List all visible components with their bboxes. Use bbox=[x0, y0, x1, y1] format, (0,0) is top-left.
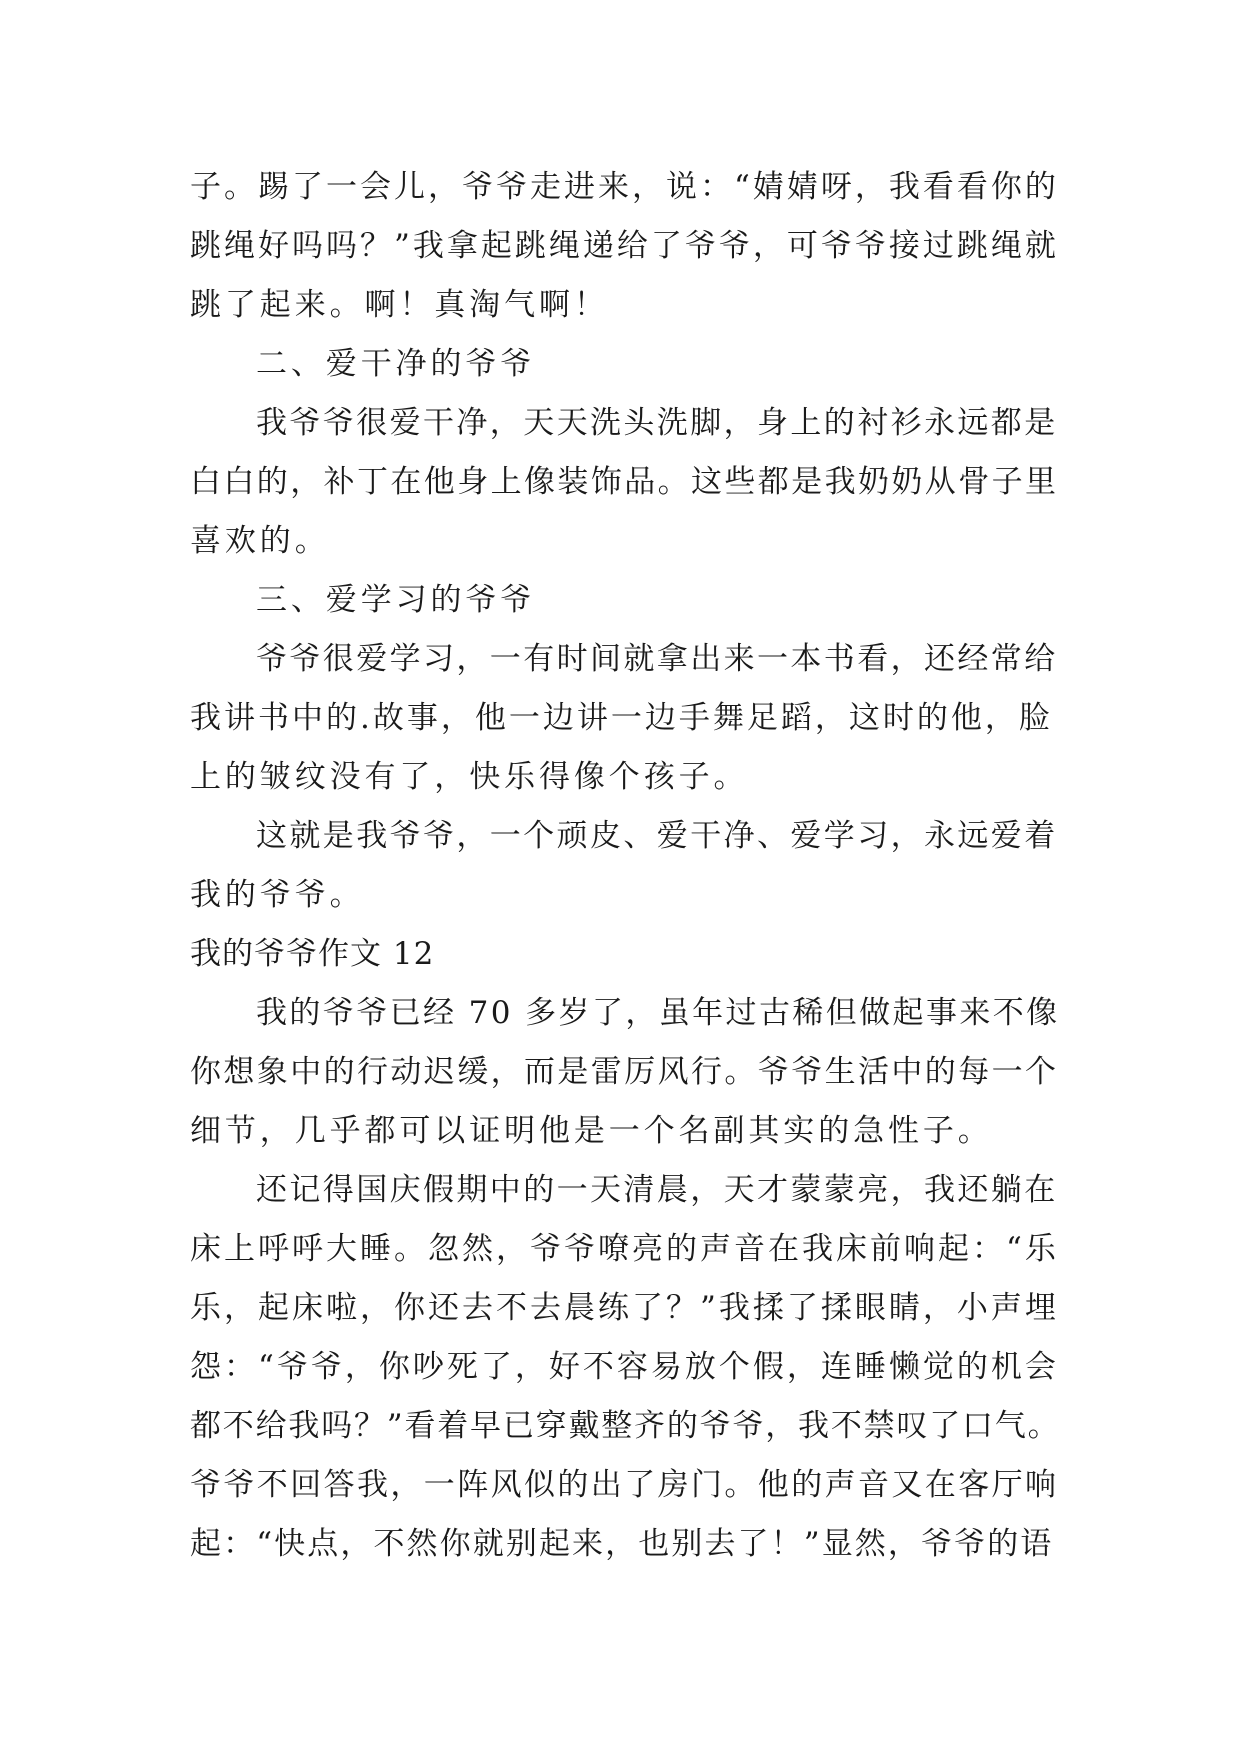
text-line: 上的皱纹没有了，快乐得像个孩子。 bbox=[190, 759, 749, 795]
text-line: 怨：“爷爷，你吵死了，好不容易放个假，连睡懒觉的机会 bbox=[190, 1349, 1059, 1385]
text-line: 起：“快点，不然你就别起来，也别去了！”显然，爷爷的语 bbox=[190, 1526, 1054, 1562]
paragraph-first-line: 这就是我爷爷，一个顽皮、爱干净、爱学习，永远爱着 bbox=[256, 818, 1058, 854]
text-line: 跳了起来。啊！真淘气啊！ bbox=[190, 287, 609, 323]
essay-title: 我的爷爷作文 12 bbox=[190, 936, 435, 972]
text-line: 乐，起床啦，你还去不去晨练了？”我揉了揉眼睛，小声埋 bbox=[190, 1290, 1059, 1326]
text-line: 子。踢了一会儿，爷爷走进来，说：“婧婧呀，我看看你的 bbox=[190, 169, 1059, 205]
text-line: 都不给我吗？”看着早已穿戴整齐的爷爷，我不禁叹了口气。 bbox=[190, 1408, 1061, 1444]
text-line: 我的爷爷。 bbox=[190, 877, 365, 913]
paragraph-first-line: 爷爷很爱学习，一有时间就拿出来一本书看，还经常给 bbox=[256, 641, 1058, 677]
paragraph-first-line: 我的爷爷已经 70 多岁了，虽年过古稀但做起事来不像 bbox=[256, 995, 1060, 1031]
text-line: 喜欢的。 bbox=[190, 523, 330, 559]
section-heading: 二、爱干净的爷爷 bbox=[256, 346, 536, 382]
paragraph-first-line: 还记得国庆假期中的一天清晨，天才蒙蒙亮，我还躺在 bbox=[256, 1172, 1058, 1208]
text-line: 细节，几乎都可以证明他是一个名副其实的急性子。 bbox=[190, 1113, 993, 1149]
text-line: 跳绳好吗吗？”我拿起跳绳递给了爷爷，可爷爷接过跳绳就 bbox=[190, 228, 1059, 264]
text-line: 白白的，补丁在他身上像装饰品。这些都是我奶奶从骨子里 bbox=[190, 464, 1059, 500]
text-line: 我讲书中的.故事，他一边讲一边手舞足蹈，这时的他，脸 bbox=[190, 700, 1053, 736]
paragraph-first-line: 我爷爷很爱干净，天天洗头洗脚，身上的衬衫永远都是 bbox=[256, 405, 1058, 441]
text-line: 爷爷不回答我，一阵风似的出了房门。他的声音又在客厅响 bbox=[190, 1467, 1059, 1503]
essay-body bbox=[190, 158, 1061, 1574]
text-line: 你想象中的行动迟缓，而是雷厉风行。爷爷生活中的每一个 bbox=[190, 1054, 1059, 1090]
text-line: 床上呼呼大睡。忽然，爷爷嘹亮的声音在我床前响起：“乐 bbox=[190, 1231, 1059, 1267]
section-heading: 三、爱学习的爷爷 bbox=[256, 582, 536, 618]
